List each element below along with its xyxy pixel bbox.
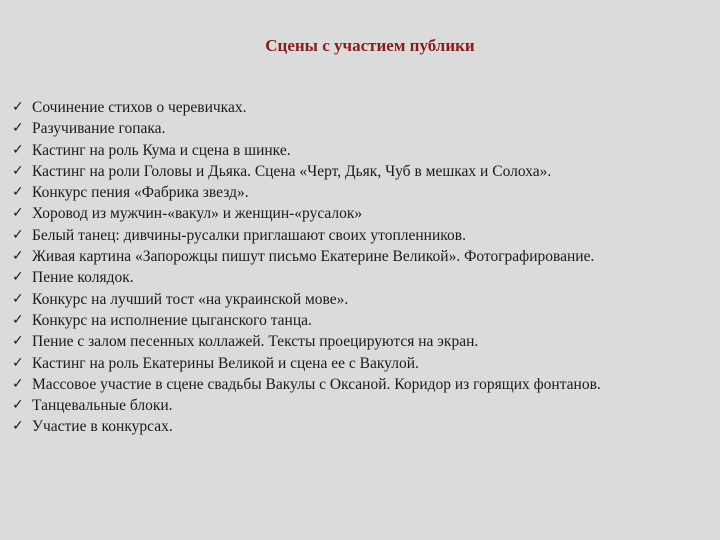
list-item-text: Разучивание гопака.: [32, 120, 166, 138]
list-item: [12, 246, 712, 267]
list-item: [12, 416, 712, 437]
checkmark-icon: ✓: [12, 311, 24, 328]
list-item-text: Танцевальные блоки.: [32, 397, 173, 415]
list-item: [12, 203, 712, 224]
list-item-text: Кастинг на роль Кума и сцена в шинке.: [32, 141, 291, 159]
list-item-text: Кастинг на роль Екатерины Великой и сцена ее с Вакулой.: [32, 354, 419, 372]
list-item: [12, 310, 712, 331]
slide-title: Сцены с участием публики: [265, 36, 475, 55]
list-item-text: Хоровод из мужчин-«вакул» и женщин-«русалок»: [32, 205, 363, 223]
list-item: [12, 118, 712, 139]
checkmark-icon: ✓: [12, 205, 24, 222]
checkmark-icon: ✓: [12, 99, 24, 115]
checkmark-icon: ✓: [12, 375, 24, 392]
list-item: [12, 182, 712, 203]
checkmark-icon: ✓: [12, 290, 24, 307]
list-item-text: Участие в конкурсах.: [32, 418, 173, 436]
list-item: [12, 97, 712, 118]
checkmark-icon: ✓: [12, 184, 24, 201]
list-item: [12, 353, 712, 374]
list-item: [12, 395, 712, 416]
checkmark-icon: ✓: [12, 354, 24, 371]
checkmark-icon: ✓: [12, 269, 24, 286]
list-item: [12, 161, 712, 182]
list-item-text: Пение с залом песенных коллажей. Тексты проецируются на экран.: [32, 333, 479, 351]
list-item: [12, 374, 712, 395]
checkmark-icon: ✓: [12, 226, 24, 243]
checkmark-icon: ✓: [12, 162, 24, 179]
checkmark-icon: ✓: [12, 418, 24, 435]
list-item-text: Массовое участие в сцене свадьбы Вакулы с Оксаной. Коридор из горящих фонтанов.: [32, 375, 601, 393]
checkmark-icon: ✓: [12, 397, 24, 414]
list-item: [12, 140, 712, 161]
list-item-text: Пение колядок.: [32, 269, 134, 287]
list-item: [12, 289, 712, 310]
list-item-text: Кастинг на роли Головы и Дьяка. Сцена «Черт, Дьяк, Чуб в мешках и Солоха».: [32, 162, 552, 180]
list-item: [12, 267, 712, 288]
list-item-text: Конкурс на исполнение цыганского танца.: [32, 311, 312, 329]
list-item-text: Сочинение стихов о черевичках.: [32, 99, 247, 116]
checkmark-icon: ✓: [12, 120, 24, 137]
list-item-text: Живая картина «Запорожцы пишут письмо Екатерине Великой». Фотографирование.: [32, 248, 595, 266]
checkmark-icon: ✓: [12, 333, 24, 350]
list-item: [12, 331, 712, 352]
list-item-text: Конкурс пения «Фабрика звезд».: [32, 184, 249, 202]
list-item: [12, 225, 712, 246]
checkmark-icon: ✓: [12, 248, 24, 265]
scene-list: [12, 97, 712, 438]
list-item-text: Конкурс на лучший тост «на украинской мове».: [32, 290, 349, 308]
list-item-text: Белый танец: дивчины-русалки приглашают своих утопленников.: [32, 226, 466, 244]
checkmark-icon: ✓: [12, 141, 24, 158]
